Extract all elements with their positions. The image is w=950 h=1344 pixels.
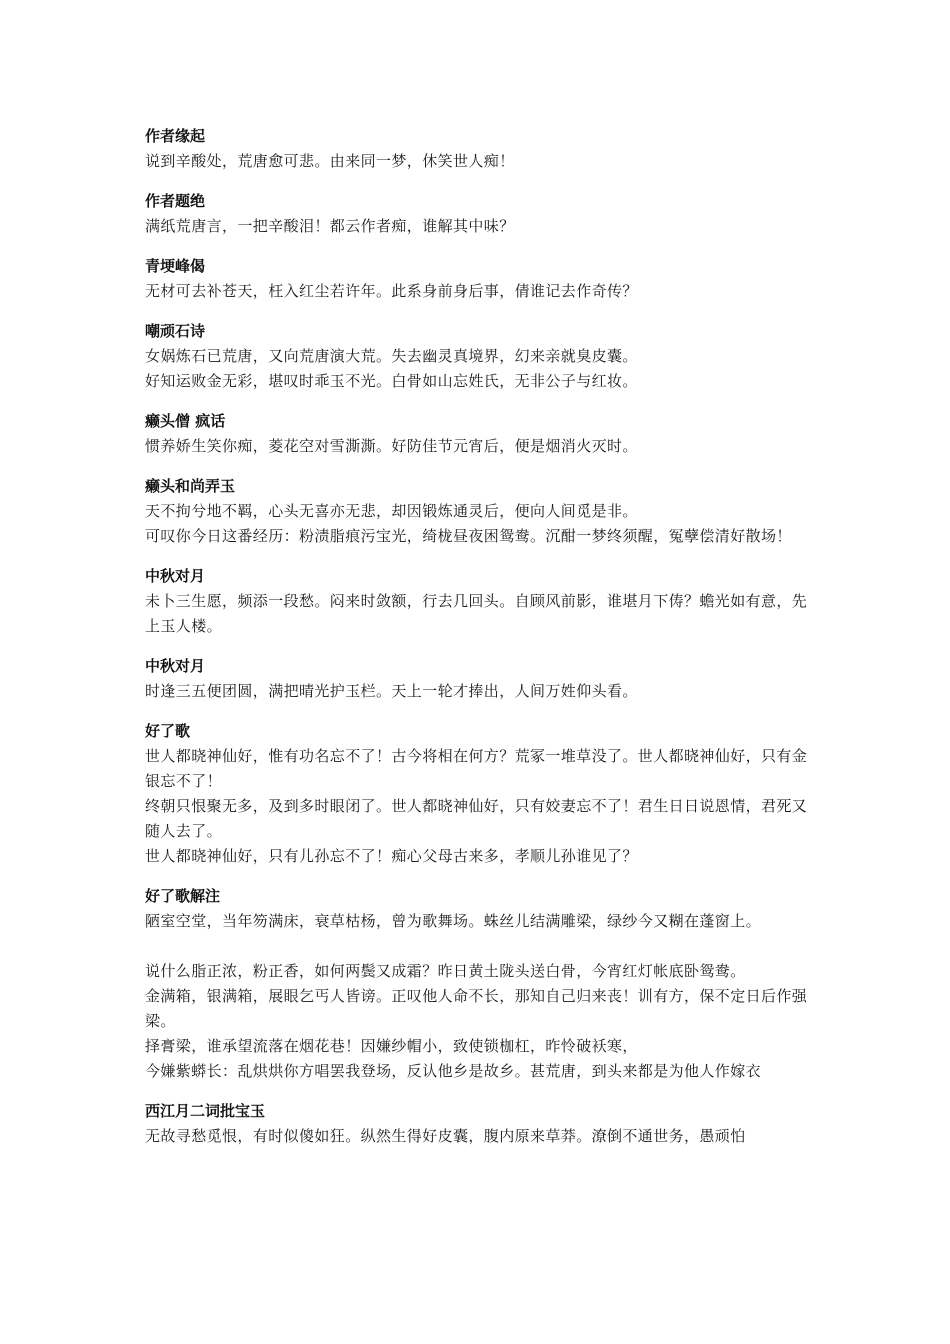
poem-section — [145, 319, 810, 394]
section-heading: 癞头和尚弄玉 — [145, 477, 236, 495]
text-line: 无故寻愁觅恨，有时似傻如狂。纵然生得好皮囊，腹内原来草莽。潦倒不通世务，愚顽怕 — [145, 1127, 746, 1145]
poem-section — [145, 189, 810, 239]
text-line: 金满箱，银满箱，展眼乞丐人皆谤。正叹他人命不长，那知自己归来丧！训有方，保不定日后作强梁。 — [145, 987, 808, 1030]
section-heading: 好了歌解注 — [145, 887, 221, 905]
text-line: 陋室空堂，当年笏满床，衰草枯杨，曾为歌舞场。蛛丝儿结满雕梁，绿纱今又糊在蓬窗上。 — [145, 912, 762, 930]
poem-section — [145, 884, 810, 1084]
poem-section — [145, 254, 810, 304]
poem-section — [145, 719, 810, 869]
section-heading: 好了歌 — [145, 722, 191, 740]
text-line: 满纸荒唐言，一把辛酸泪！都云作者痴，谁解其中味？ — [145, 217, 515, 235]
text-line: 说什么脂正浓，粉正香，如何两鬓又成霜？昨日黄土陇头送白骨，今宵红灯帐底卧鸳鸯。 — [145, 962, 746, 980]
poem-section — [145, 1099, 810, 1149]
text-line: 择膏梁，谁承望流落在烟花巷！因嫌纱帽小，致使锁枷杠，昨怜破袄寒， — [145, 1037, 638, 1055]
text-line: 世人都晓神仙好，惟有功名忘不了！古今将相在何方？荒冢一堆草没了。世人都晓神仙好，只有金银忘不了！ — [145, 747, 808, 790]
section-heading: 中秋对月 — [145, 657, 206, 675]
text-line: 好知运败金无彩，堪叹时乖玉不光。白骨如山忘姓氏，无非公子与红妆。 — [145, 372, 638, 390]
text-line: 可叹你今日这番经历：粉渍脂痕污宝光，绮栊昼夜困鸳鸯。沉酣一梦终须醒，冤孽偿清好散场！ — [145, 527, 792, 545]
text-line: 今嫌紫蟒长：乱烘烘你方唱罢我登场，反认他乡是故乡。甚荒唐，到头来都是为他人作嫁衣 — [145, 1062, 762, 1080]
section-heading: 中秋对月 — [145, 567, 206, 585]
poem-section — [145, 124, 810, 174]
blank-line — [145, 934, 810, 959]
text-line: 未卜三生愿，频添一段愁。闷来时敛额，行去几回头。自顾风前影，谁堪月下俦？蟾光如有意，先上玉人楼。 — [145, 592, 808, 635]
text-line: 世人都晓神仙好，只有儿孙忘不了！痴心父母古来多，孝顺儿孙谁见了？ — [145, 847, 638, 865]
document-page — [145, 124, 810, 1164]
poem-section — [145, 564, 810, 639]
section-heading: 作者缘起 — [145, 127, 206, 145]
text-line: 时逢三五便团圆，满把晴光护玉栏。天上一轮才捧出，人间万姓仰头看。 — [145, 682, 638, 700]
text-line: 说到辛酸处，荒唐愈可悲。由来同一梦，休笑世人痴！ — [145, 152, 515, 170]
section-heading: 作者题绝 — [145, 192, 206, 210]
text-line: 无材可去补苍天，枉入红尘若许年。此系身前身后事，倩谁记去作奇传？ — [145, 282, 638, 300]
poem-section — [145, 654, 810, 704]
section-heading: 青埂峰偈 — [145, 257, 206, 275]
text-line: 惯养娇生笑你痴，菱花空对雪澌澌。好防佳节元宵后，便是烟消火灭时。 — [145, 437, 638, 455]
section-heading: 癞头僧 疯话 — [145, 412, 226, 430]
section-heading: 嘲顽石诗 — [145, 322, 206, 340]
text-line: 终朝只恨聚无多，及到多时眼闭了。世人都晓神仙好，只有姣妻忘不了！君生日日说恩情，君死又随人去了。 — [145, 797, 808, 840]
text-line: 女娲炼石已荒唐，又向荒唐演大荒。失去幽灵真境界，幻来亲就臭皮囊。 — [145, 347, 638, 365]
poem-section — [145, 474, 810, 549]
text-line: 天不拘兮地不羁，心头无喜亦无悲，却因锻炼通灵后，便向人间觅是非。 — [145, 502, 638, 520]
section-heading: 西江月二词批宝玉 — [145, 1102, 266, 1120]
poem-section — [145, 409, 810, 459]
